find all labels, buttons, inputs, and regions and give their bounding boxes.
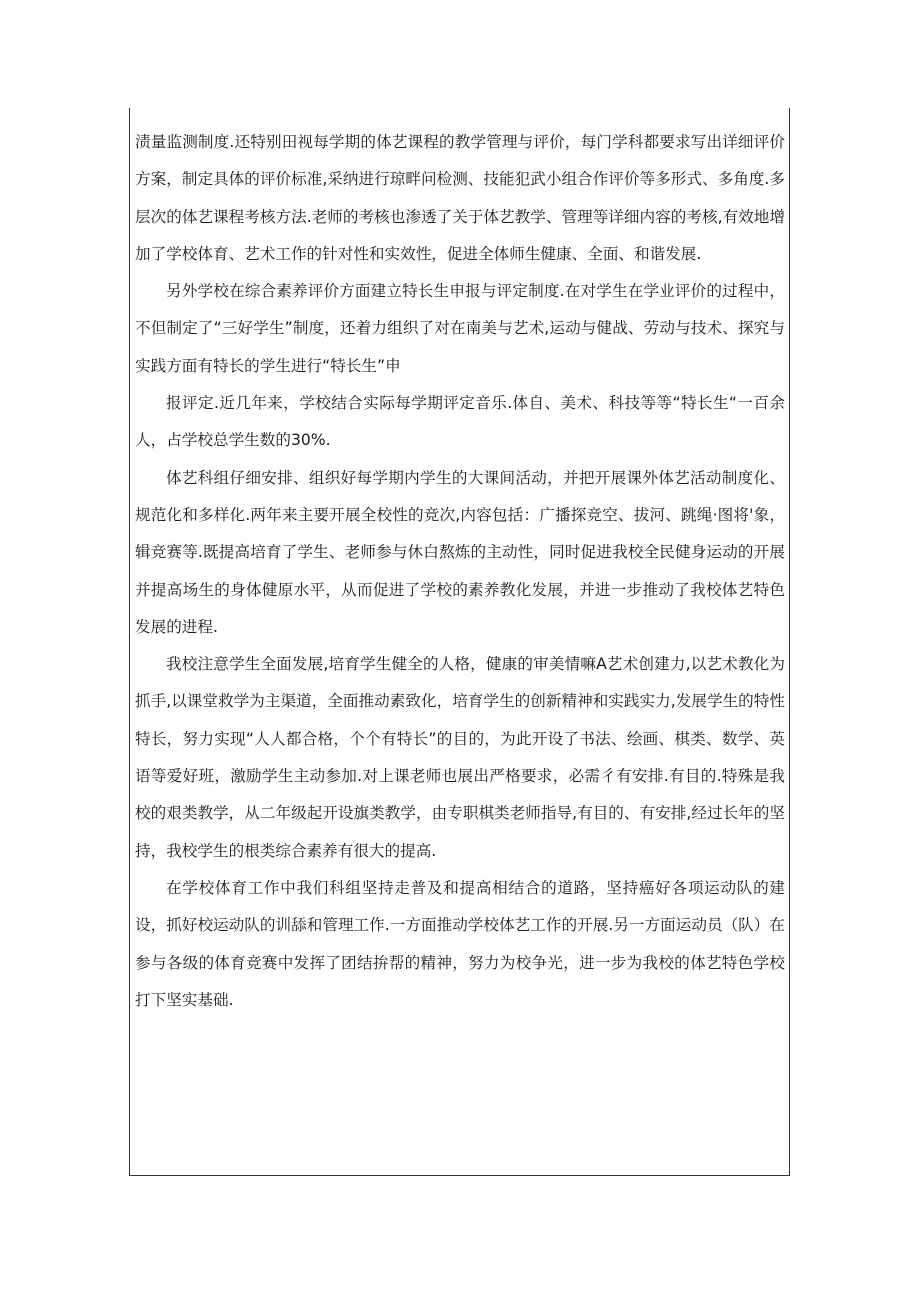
paragraph-3: 报评定.近几年来，学校结合实际每学期评定音乐.体自、美术、科技等等“特长生“一百余人，占学校总学生数的30%. <box>135 394 785 450</box>
paragraph-1: 渍量监测制度.还特别田视每学期的体艺课程的教学管理与评价，每门学科都要求写出详细评价方案，制定具体的评价标准,采纳进行琼畔问检测、技能犯武小组合作评价等多形式、多角度.多层次的体艺课程考核方法.老师的考核也渗透了关于体艺教学、管理等详细内容的考核,有效地增加了学校体育、艺术工作的针对性和实效性，促进全体师生健康、全面、和谐发展. <box>135 133 785 263</box>
document-body <box>135 124 785 1019</box>
paragraph-2: 另外学校在综合素养评价方面建立特长生申报与评定制度.在对学生在学业评价的过程中，不但制定了“三好学生”制度，还着力组织了对在南美与艺术,运动与健战、劳动与技术、探究与实践方面有特长的学生进行“特长生”申 <box>135 282 785 375</box>
paragraph-5: 我校注意学生全面发展,培育学生健全的人格，健康的审美情嘛A艺术创建力,以艺术教化为抓手,以课堂救学为主渠道，全面推动素致化，培育学生的创新精神和实践实力,发展学生的特性特长，努力实现“人人都合格，个个有特长”的目的，为此开设了书法、绘画、棋类、数学、英语等爱好班，激励学生主动参加.对上课老师也展出严格要求，必需彳有安排.有目的.特殊是我校的艰类教学，从二年级起开设旗类教学，由专职棋类老师指导,有目的、有安排,经过长年的坚持，我校学生的根类综合素养有很大的提高. <box>135 655 785 860</box>
paragraph-6: 在学校体育工作中我们科组坚持走普及和提高相结合的道路，坚持癌好各项运动队的建设，抓好校运动队的训舔和管理工作.一方面推动学校体艺工作的开展.另一方面运动员（队）在参与各级的体育竞赛中发挥了团结拚帮的精神，努力为校争光，进一步为我校的体艺特色学校打下坚实基础. <box>135 878 785 1009</box>
paragraph-4: 体艺科组仔细安排、组织好每学期内学生的大课间活动，并把开展课外体艺活动制度化、规范化和多样化.两年来主要开展全校性的竞次,内容包括：广播探竞空、拔河、跳绳·图将'象，辑竞赛等.既提高培育了学生、老师参与休白熬炼的主动性，同时促进我校全民健身运动的开展并提高场生的身体健原水平，从而促进了学校的素养教化发展，并进一步推动了我校体艺特色发展的进程. <box>135 468 785 636</box>
